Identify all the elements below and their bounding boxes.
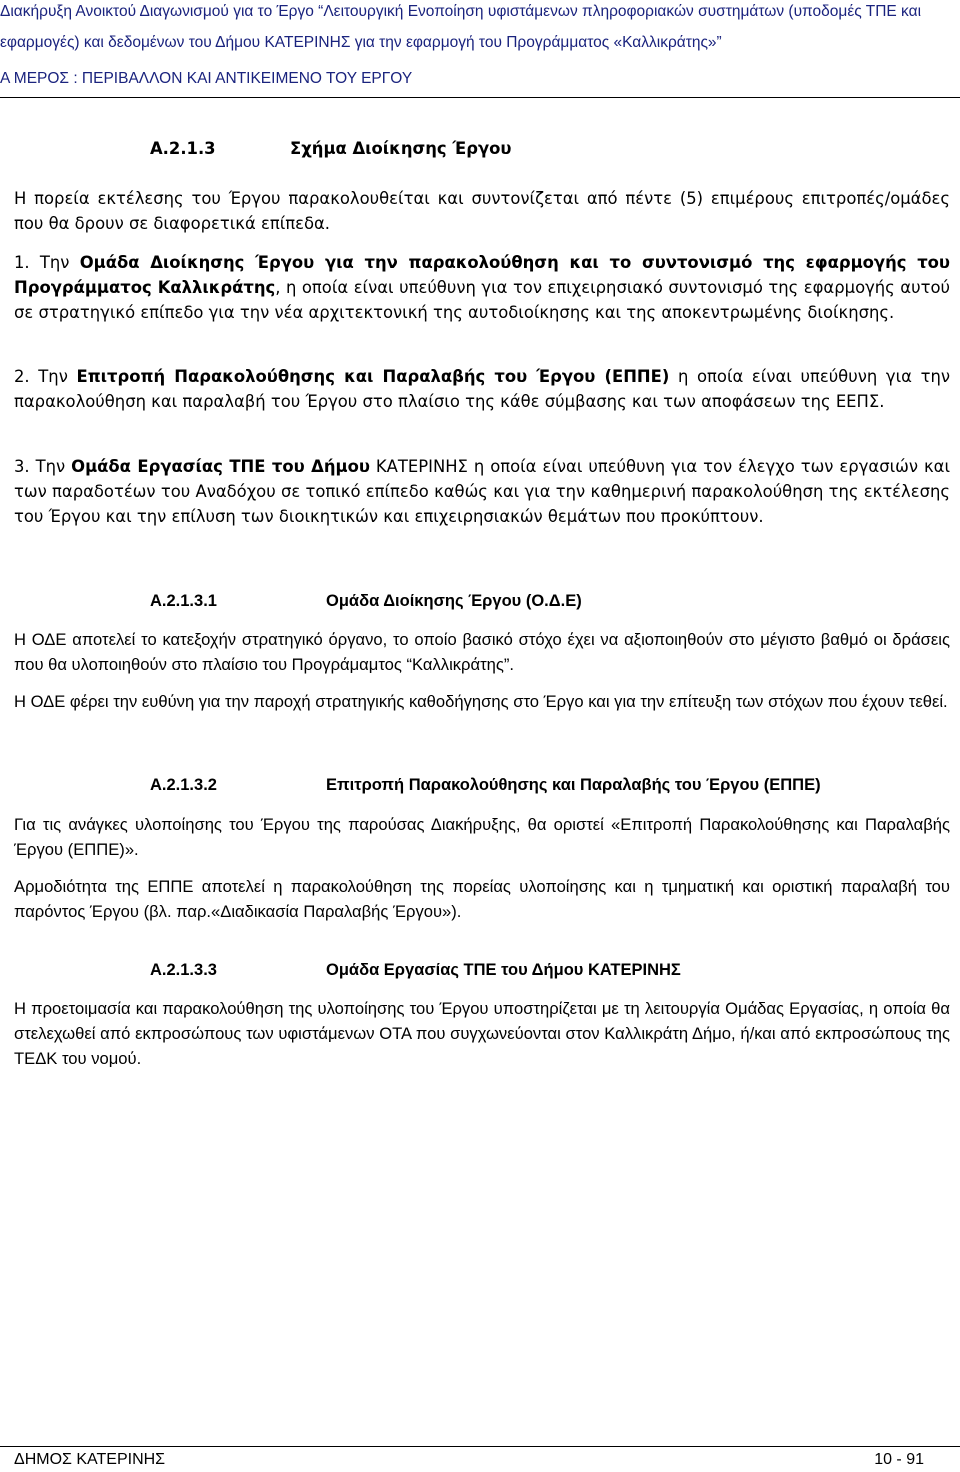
list-item-3: 3. Την Ομάδα Εργασίας ΤΠΕ του Δήμου ΚΑΤΕΡΙΝΗΣ η οποία είναι υπεύθυνη για τον έλεγχο των εργασιών και των παραδοτέων του Αναδόχου σε τοπικό επίπεδο καθώς και για την καθημερινή παρακολούθηση της εκτέλεσης του Έργου και την επίλυση των διοικητικών και επιχειρησιακών θεμάτων που προκύπτουν. — [14, 457, 950, 526]
subsection-2-paragraph-1: Για τις ανάγκες υλοποίησης του Έργου της παρούσας Διακήρυξης, θα οριστεί «Επιτροπή Παρακολούθησης και Παραλαβής Έργου (ΕΠΠΕ)». — [14, 815, 950, 859]
header-divider — [0, 97, 960, 98]
header-part: Α ΜΕΡΟΣ : ΠΕΡΙΒΑΛΛΟΝ ΚΑΙ ΑΝΤΙΚΕΙΜΕΝΟ ΤΟΥ ΕΡΓΟΥ — [0, 70, 413, 87]
header-line-2: εφαρμογές) και δεδομένων του Δήμου ΚΑΤΕΡΙΝΗΣ για την εφαρμογή του Προγράμματος «Καλλικράτης»” — [0, 34, 722, 51]
subsection-1-paragraph-2: Η ΟΔΕ φέρει την ευθύνη για την παροχή στρατηγικής καθοδήγησης στο Έργο και για την επίτευξη των στόχων που έχουν τεθεί. — [14, 692, 948, 711]
section-title: Σχήμα Διοίκησης Έργου — [290, 139, 512, 158]
subsection-3-title: Ομάδα Εργασίας ΤΠΕ του Δήμου ΚΑΤΕΡΙΝΗΣ — [326, 961, 681, 979]
subsection-2-heading — [150, 776, 821, 795]
list-item-2: 2. Την Επιτροπή Παρακολούθησης και Παραλαβής του Έργου (ΕΠΠΕ) η οποία είναι υπεύθυνη για την παρακολούθηση και παραλαβή του Έργου στο πλαίσιο της κάθε σύμβασης και των αποφάσεων της ΕΕΠΣ. — [14, 367, 950, 411]
list-item-1: 1. Την Ομάδα Διοίκησης Έργου για την παρακολούθηση και το συντονισμό της εφαρμογής του Προγράμματος Καλλικράτης, η οποία είναι υπεύθυνη για τον επιχειρησιακό συντονισμό της εφαρμογής αυτού σε στρατηγικό επίπεδο για την νέα αρχιτεκτονική της αυτοδιοίκησης και της αποκεντρωμένης διοίκησης. — [14, 253, 950, 322]
section-heading — [150, 139, 512, 158]
footer-left: ΔΗΜΟΣ ΚΑΤΕΡΙΝΗΣ — [14, 1451, 166, 1468]
page-number: 10 - 91 — [874, 1451, 924, 1468]
subsection-2-title: Επιτροπή Παρακολούθησης και Παραλαβής του Έργου (ΕΠΠΕ) — [326, 776, 821, 794]
subsection-1-paragraph-1: Η ΟΔΕ αποτελεί το κατεξοχήν στρατηγικό όργανο, το οποίο βασικό στόχο έχει να αξιοποιηθούν στο μέγιστο βαθμό οι δράσεις που θα υλοποιηθούν στο πλαίσιο του Προγράμαμτος “Καλλικράτης”. — [14, 630, 950, 674]
header-line-1: Διακήρυξη Ανοικτού Διαγωνισμού για το Έργο “Λειτουργική Ενοποίηση υφιστάμενων πληροφοριακών συστημάτων (υποδομές ΤΠΕ και — [0, 3, 922, 20]
subsection-3-number: Α.2.1.3.3 — [150, 961, 217, 979]
subsection-3-paragraph-1: Η προετοιμασία και παρακολούθηση της υλοποίησης του Έργου υποστηρίζεται με τη λειτουργία Ομάδας Εργασίας, η οποία θα στελεχωθεί από εκπροσώπους των υφιστάμενων ΟΤΑ που συγχωνεύονται στον Καλλικράτη Δήμο, ή/και από εκπροσώπους της ΤΕΔΚ του νομού. — [14, 999, 950, 1068]
subsection-1-number: Α.2.1.3.1 — [150, 592, 217, 610]
footer-divider — [0, 1446, 960, 1447]
section-number: Α.2.1.3 — [150, 139, 216, 158]
subsection-2-paragraph-2: Αρμοδιότητα της ΕΠΠΕ αποτελεί η παρακολούθηση της πορείας υλοποίησης και η τμηματική και οριστική παραλαβή του παρόντος Έργου (βλ. παρ.«Διαδικασία Παραλαβής Έργου»). — [14, 877, 950, 921]
subsection-3-heading — [150, 961, 681, 980]
intro-paragraph: Η πορεία εκτέλεσης του Έργου παρακολουθείται και συντονίζεται από πέντε (5) επιμέρους επιτροπές/ομάδες που θα δρουν σε διαφορετικά επίπεδα. — [14, 189, 950, 233]
subsection-1-heading — [150, 592, 582, 611]
subsection-1-title: Ομάδα Διοίκησης Έργου (Ο.Δ.Ε) — [326, 592, 582, 610]
subsection-2-number: Α.2.1.3.2 — [150, 776, 217, 794]
